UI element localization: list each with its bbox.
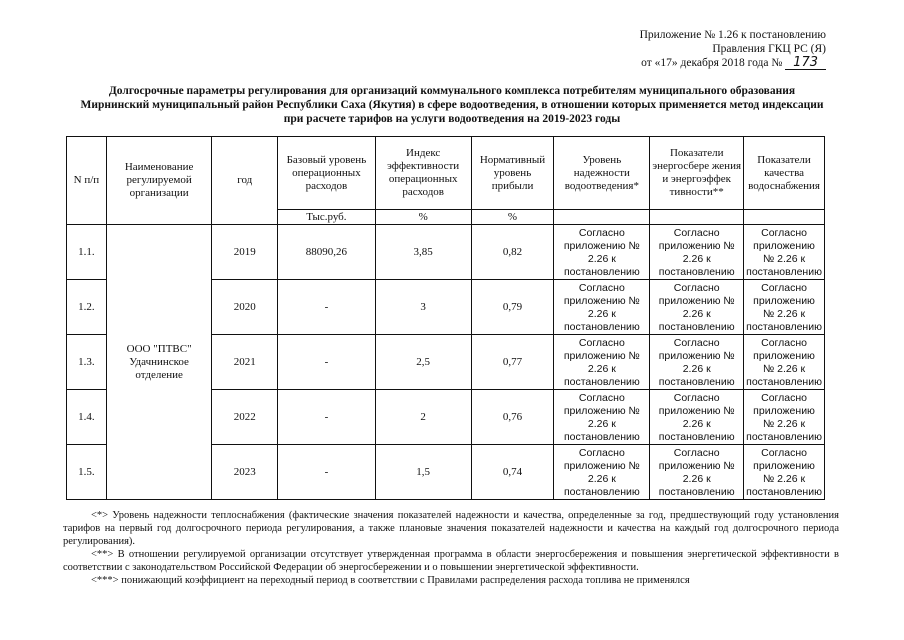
table-row <box>67 225 825 280</box>
row-energy: Согласно приложению № 2.26 к постановлению <box>650 445 744 500</box>
header-reliability: Уровень надежности водоотведения* <box>554 137 650 210</box>
header-base: Базовый уровень операционных расходов <box>278 137 376 210</box>
document-title <box>30 84 874 126</box>
row-reliability: Согласно приложению № 2.26 к постановлению <box>554 335 650 390</box>
row-reliability: Согласно приложению № 2.26 к постановлению <box>554 390 650 445</box>
row-year: 2023 <box>212 445 278 500</box>
row-year: 2020 <box>212 280 278 335</box>
unit-base: Тыс.руб. <box>278 210 376 225</box>
title-line-2: Мирнинский муниципальный район Республики Саха (Якутия) в сфере водоотведения, в отношении которых применяется метод индексации <box>80 99 824 111</box>
row-quality: Согласно приложению № 2.26 к постановлению <box>744 390 825 445</box>
row-quality: Согласно приложению № 2.26 к постановлению <box>744 445 825 500</box>
row-num: 1.5. <box>67 445 107 500</box>
row-norm: 0,74 <box>471 445 554 500</box>
row-num: 1.4. <box>67 390 107 445</box>
row-num: 1.1. <box>67 225 107 280</box>
header-index: Индекс эффективности операционных расходов <box>375 137 471 210</box>
row-year: 2022 <box>212 390 278 445</box>
footnotes <box>63 509 839 587</box>
row-index: 1,5 <box>375 445 471 500</box>
row-base: - <box>278 445 376 500</box>
row-energy: Согласно приложению № 2.26 к постановлению <box>650 390 744 445</box>
unit-index: % <box>375 210 471 225</box>
row-base: 88090,26 <box>278 225 376 280</box>
appendix-line-1: Приложение № 1.26 к постановлению <box>639 29 826 41</box>
parameters-table <box>66 136 825 500</box>
row-num: 1.3. <box>67 335 107 390</box>
header-energy: Показатели энергосбере жения и энергоэффек тивности** <box>650 137 744 210</box>
row-base: - <box>278 335 376 390</box>
title-line-1: Долгосрочные параметры регулирования для организаций коммунального комплекса потребителям муниципального образования <box>108 85 796 97</box>
row-reliability: Согласно приложению № 2.26 к постановлению <box>554 280 650 335</box>
header-org: Наименование регулируемой организации <box>106 137 212 225</box>
row-quality: Согласно приложению № 2.26 к постановлению <box>744 335 825 390</box>
row-index: 3,85 <box>375 225 471 280</box>
appendix-line-3 <box>526 56 826 70</box>
unit-norm: % <box>471 210 554 225</box>
unit-empty <box>744 210 825 225</box>
appendix-date: от «17» декабря 2018 года № <box>641 57 783 69</box>
row-norm: 0,82 <box>471 225 554 280</box>
row-index: 3 <box>375 280 471 335</box>
row-norm: 0,79 <box>471 280 554 335</box>
row-year: 2019 <box>212 225 278 280</box>
org-name-cell: ООО "ПТВС" Удачнинское отделение <box>106 225 212 500</box>
footnote-2: <**> В отношении регулируемой организации отсутствует утвержденная программа в области энергосбережения и повышения энергетической эффективности в соответствии с законодательством Российской Федерации об энергосбережении и о повышении энергетической эффективности. <box>63 549 839 573</box>
row-energy: Согласно приложению № 2.26 к постановлению <box>650 225 744 280</box>
row-index: 2 <box>375 390 471 445</box>
row-energy: Согласно приложению № 2.26 к постановлению <box>650 280 744 335</box>
unit-empty <box>554 210 650 225</box>
row-reliability: Согласно приложению № 2.26 к постановлению <box>554 225 650 280</box>
row-energy: Согласно приложению № 2.26 к постановлению <box>650 335 744 390</box>
row-norm: 0,76 <box>471 390 554 445</box>
table-header-row <box>67 137 825 210</box>
footnote-1: <*> Уровень надежности теплоснабжения (фактические значения показателей надежности и качества, определенные за год, предшествующий году установления тарифов на первый год долгосрочного периода регулирования, а также плановые значения показателей надежности и качества на каждый год долгосрочного периода регулирования). <box>63 510 839 547</box>
row-num: 1.2. <box>67 280 107 335</box>
header-quality: Показатели качества водоснабжения <box>744 137 825 210</box>
row-norm: 0,77 <box>471 335 554 390</box>
footnote-3: <***> понижающий коэффициент на переходный период в соответствии с Правилами распределения расхода топлива не применялся <box>91 575 690 586</box>
row-quality: Согласно приложению № 2.26 к постановлению <box>744 280 825 335</box>
unit-empty <box>650 210 744 225</box>
row-base: - <box>278 390 376 445</box>
appendix-header <box>526 28 826 70</box>
header-num: N п/п <box>67 137 107 225</box>
title-line-3: при расчете тарифов на услуги водоотведения на 2019-2023 годы <box>283 113 621 125</box>
row-index: 2,5 <box>375 335 471 390</box>
decree-number: 173 <box>785 57 826 70</box>
row-quality: Согласно приложению № 2.26 к постановлению <box>744 225 825 280</box>
header-norm: Нормативный уровень прибыли <box>471 137 554 210</box>
row-base: - <box>278 280 376 335</box>
header-year: год <box>212 137 278 225</box>
row-reliability: Согласно приложению № 2.26 к постановлению <box>554 445 650 500</box>
appendix-line-2: Правления ГКЦ РС (Я) <box>712 43 826 55</box>
row-year: 2021 <box>212 335 278 390</box>
